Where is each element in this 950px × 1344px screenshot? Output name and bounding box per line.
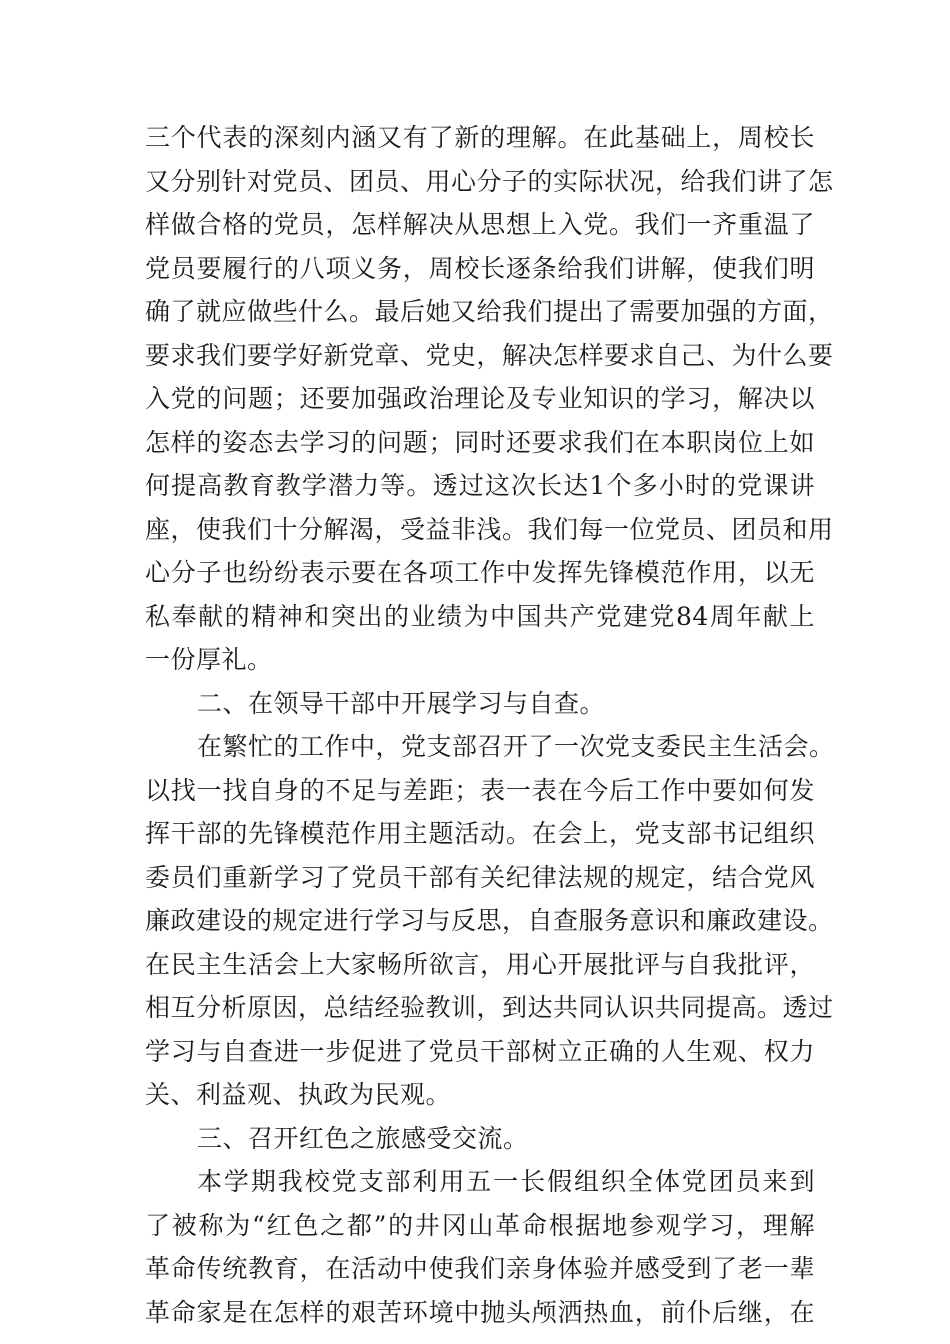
paragraph-2 — [145, 725, 835, 1117]
text-line: 一份厚礼。 — [145, 645, 273, 674]
text-line: 怎样的姿态去学习的问题；同时还要求我们在本职岗位上如 — [145, 427, 815, 457]
text-line: 又分别针对党员、团员、用心分子的实际状况，给我们讲了怎 — [145, 166, 834, 196]
text-line: 了被称为“红色之都”的井冈山革命根据地参观学习，理解 — [145, 1210, 815, 1240]
paragraph-1 — [145, 116, 834, 682]
text-line: 何提高教育教学潜力等。透过这次长达1个多小时的党课讲 — [145, 471, 815, 500]
text-line: 廉政建设的规定进行学习与反思，自查服务意识和廉政建设。 — [145, 906, 834, 935]
text-line: 革命传统教育，在活动中使我们亲身体验并感受到了老一辈 — [145, 1254, 815, 1283]
text-line: 党员要履行的八项义务，周校长逐条给我们讲解，使我们明 — [145, 253, 815, 283]
text-line: 座，使我们十分解渴，受益非浅。我们每一位党员、团员和用 — [145, 514, 834, 544]
document-body — [145, 116, 835, 1334]
text-line: 私奉献的精神和突出的业绩为中国共产党建党84周年献上 — [145, 601, 815, 631]
text-line: 三个代表的深刻内涵又有了新的理解。在此基础上，周校长 — [145, 123, 815, 152]
text-line: 要求我们要学好新党章、党史，解决怎样要求自己、为什么要 — [145, 340, 834, 370]
text-line: 关、利益观、执政为民观。 — [145, 1080, 452, 1109]
text-line: 在繁忙的工作中，党支部召开了一次党支委民主生活会。 — [197, 732, 835, 761]
text-line: 在民主生活会上大家畅所欲言，用心开展批评与自我批评， — [145, 949, 815, 979]
paragraph-3 — [145, 1160, 815, 1334]
section-heading-2 — [145, 682, 815, 726]
text-line: 挥干部的先锋模范作用主题活动。在会上，党支部书记组织 — [145, 819, 815, 848]
text-line: 以找一找自身的不足与差距；表一表在今后工作中要如何发 — [145, 775, 815, 805]
text-line: 革命家是在怎样的艰苦环境中抛头颅洒热血，前仆后继，在 — [145, 1297, 815, 1327]
text-line: 委员们重新学习了党员干部有关纪律法规的规定，结合党风 — [145, 862, 815, 892]
text-line: 心分子也纷纷表示要在各项工作中发挥先锋模范作用，以无 — [145, 558, 815, 587]
section-heading-3 — [145, 1117, 815, 1161]
text-line: 学习与自查进一步促进了党员干部树立正确的人生观、权力 — [145, 1036, 815, 1066]
text-line: 入党的问题；还要加强政治理论及专业知识的学习，解决以 — [145, 384, 815, 413]
text-line: 确了就应做些什么。最后她又给我们提出了需要加强的方面， — [145, 297, 834, 326]
text-line: 本学期我校党支部利用五一长假组织全体党团员来到 — [197, 1167, 815, 1196]
text-line: 相互分析原因，总结经验教训，到达共同认识共同提高。透过 — [145, 993, 834, 1022]
section-heading: 二、在领导干部中开展学习与自查。 — [197, 688, 606, 718]
section-heading: 三、召开红色之旅感受交流。 — [197, 1123, 529, 1153]
text-line: 样做合格的党员，怎样解决从思想上入党。我们一齐重温了 — [145, 210, 815, 239]
